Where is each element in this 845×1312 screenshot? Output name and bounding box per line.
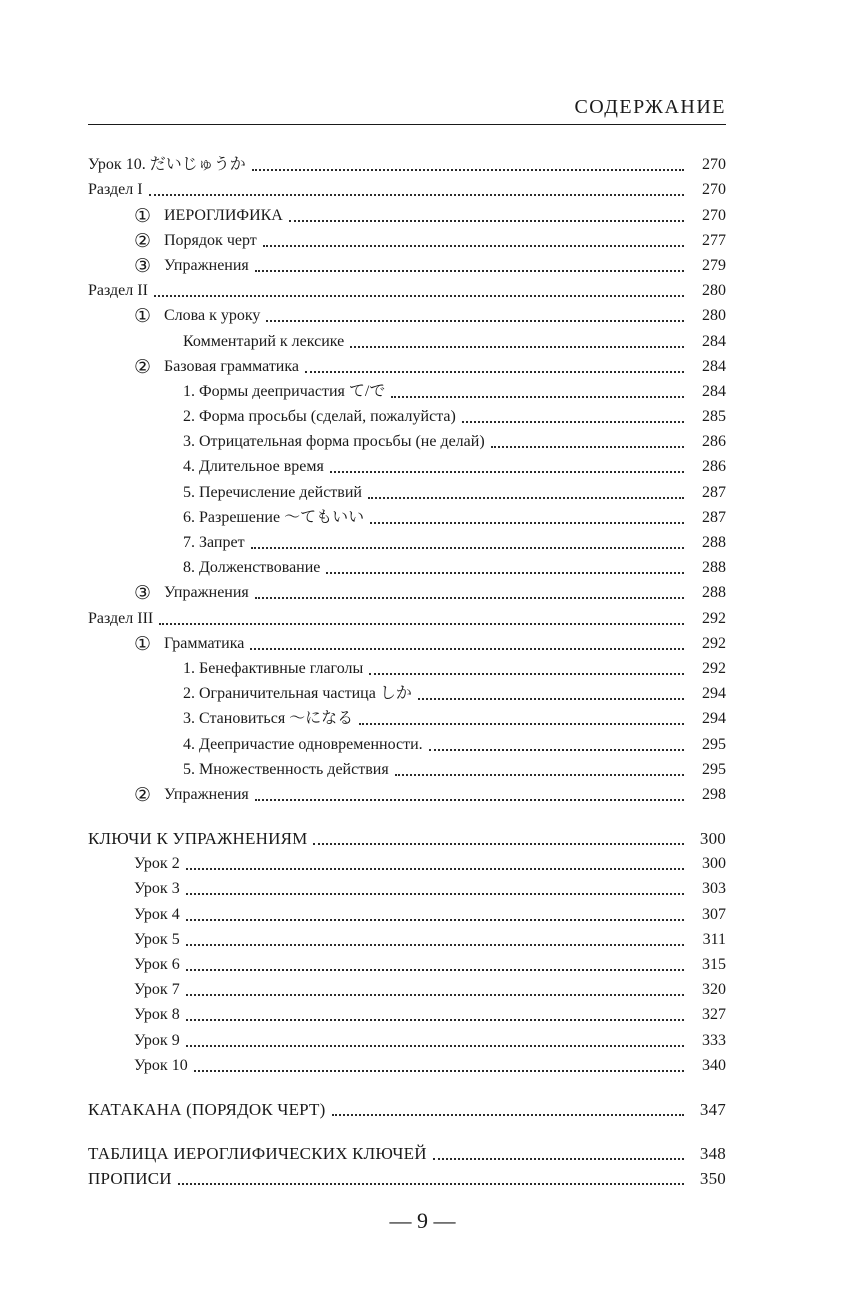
page-header-title: СОДЕРЖАНИЕ [574,96,726,118]
toc-entry [88,874,726,899]
toc-entry-page: 279 [702,256,726,274]
toc-entry-page: 292 [702,609,726,627]
toc-entry-page: 294 [702,710,726,728]
toc-entry-page: 292 [702,634,726,652]
dot-leader [305,371,684,373]
toc-entry-page: 270 [702,156,726,174]
toc-entry-page: 286 [702,458,726,476]
toc-entry [88,528,726,553]
toc-entry-label: 7. Запрет [183,534,245,551]
toc-entry-label: Урок 10. だいじゅうか [88,156,246,174]
toc-entry-marker: ① [134,305,152,327]
toc-entry [88,1025,726,1050]
toc-entry-page: 295 [702,760,726,778]
toc-entry [88,950,726,975]
toc-entry [88,755,726,780]
dot-leader [186,969,684,971]
dot-leader [332,1114,685,1116]
toc-entry-label: Комментарий к лексике [183,332,345,350]
toc-entry [88,1051,726,1076]
toc-entry-page: 298 [702,785,726,803]
toc-entry-label: Урок 6 [134,956,180,973]
dot-leader [433,1158,684,1160]
toc-entry-page: 280 [702,307,726,325]
toc-entry [88,427,726,452]
toc-entry [88,704,726,729]
toc-entry-page: 284 [702,332,726,350]
toc-entry-label: Раздел I [88,181,143,199]
toc-entry-page: 288 [702,559,726,577]
toc-entry [88,603,726,628]
toc-entry [88,503,726,528]
header-divider [88,124,726,125]
toc-entry-label: Урок 9 [134,1031,180,1049]
toc-entry [88,899,726,924]
dot-leader [418,698,684,700]
toc-entry-label: ПРОПИСИ [88,1169,172,1189]
toc-entry-label: Урок 8 [134,1006,180,1024]
toc-entry [88,477,726,502]
dot-leader [330,471,684,473]
dot-leader [154,295,684,297]
toc-entry-label: 8. Долженствование [183,559,321,577]
dot-leader [255,270,684,272]
toc-entry [88,729,726,754]
toc-entry [88,276,726,301]
toc-entry-page: 284 [702,382,726,400]
toc-entry-label: Упражнения [164,584,249,602]
dot-leader [359,723,684,725]
toc-entry [88,377,726,402]
dot-leader [289,220,684,222]
toc-entry-label: КЛЮЧИ К УПРАЖНЕНИЯМ [88,829,308,849]
toc-entry [88,200,726,225]
toc-entry [88,1164,726,1189]
toc-entry-page: 327 [702,1006,726,1024]
toc-entry-page: 294 [702,685,726,703]
toc-entry [88,402,726,427]
toc-entry-page: 307 [702,905,726,923]
toc-entry-label: 4. Деепричастие одновременности. [183,735,423,753]
toc-entry-label: Урок 2 [134,855,180,873]
toc-entry [88,301,726,326]
toc-entry [88,679,726,704]
dot-leader [186,919,684,921]
toc-entry [88,150,726,175]
dot-leader [255,597,684,599]
toc-entry-marker: ③ [134,582,152,604]
toc-entry-label: ИЕРОГЛИФИКА [164,206,283,224]
dot-leader [252,169,684,171]
dot-leader [369,673,684,675]
toc-entry-page: 347 [699,1099,726,1119]
toc-entry [88,352,726,377]
toc-entry-page: 340 [702,1056,726,1074]
toc-entry [88,824,726,849]
dot-leader [149,194,684,196]
toc-entry-marker: ① [134,632,152,654]
toc-entry-page: 287 [702,508,726,526]
toc-entry-page: 284 [702,357,726,375]
toc-entry-label: Упражнения [164,785,249,803]
toc-entry [88,326,726,351]
dot-leader [186,893,684,895]
toc-entry [88,780,726,805]
toc-entry [88,226,726,251]
toc-entry-label: ТАБЛИЦА ИЕРОГЛИФИЧЕСКИХ КЛЮЧЕЙ [88,1144,427,1164]
toc-entry-marker: ② [134,355,152,377]
dot-leader [255,799,684,801]
toc-entry-label: Урок 3 [134,880,180,898]
toc-entry-label: Грамматика [164,634,245,652]
toc-entry-label: 3. Становиться 〜になる [183,710,354,728]
dot-leader [186,1019,684,1021]
dot-leader [429,749,684,751]
toc-entry-label: Базовая грамматика [164,357,299,375]
toc-entry-page: 287 [702,483,726,501]
dot-leader [462,421,684,423]
toc-entry-page: 286 [702,433,726,451]
toc-entry-page: 315 [702,956,726,973]
toc-entry [88,553,726,578]
dot-leader [370,522,684,524]
toc-entry [88,849,726,874]
toc-entry-page: 280 [702,282,726,300]
dot-leader [491,446,684,448]
dot-leader [186,994,684,996]
table-of-contents [88,150,726,1189]
toc-entry [88,1139,726,1164]
toc-entry-label: 5. Множественность действия [183,760,389,778]
toc-entry-label: 3. Отрицательная форма просьбы (не делай) [183,433,485,451]
toc-entry-marker: ③ [134,254,152,276]
toc-entry [88,452,726,477]
dot-leader [313,843,684,845]
toc-entry-page: 300 [702,855,726,873]
toc-entry-page: 292 [702,659,726,677]
dot-leader [391,396,684,398]
toc-entry-label: Урок 10 [134,1056,188,1074]
dot-leader [395,774,684,776]
dot-leader [326,572,684,574]
toc-entry-label: 5. Перечисление действий [183,483,362,501]
dot-leader [186,944,684,946]
toc-entry-label: Урок 4 [134,905,180,923]
toc-entry [88,629,726,654]
toc-entry-label: 6. Разрешение 〜てもいい [183,508,365,526]
toc-entry-page: 288 [702,534,726,551]
toc-entry-page: 300 [699,829,726,849]
toc-entry-label: Слова к уроку [164,307,261,325]
toc-entry [88,654,726,679]
toc-entry-marker: ① [134,204,152,226]
toc-entry [88,925,726,950]
dot-leader [186,1045,684,1047]
toc-entry-page: 350 [699,1169,726,1189]
toc-entry [88,1000,726,1025]
dot-leader [251,547,684,549]
toc-entry-page: 333 [702,1031,726,1049]
dot-leader [194,1070,684,1072]
toc-entry-label: 2. Ограничительная частица しか [183,685,412,703]
toc-entry-page: 288 [702,584,726,602]
toc-entry-label: Раздел III [88,609,154,627]
toc-entry [88,578,726,603]
toc-entry-label: Порядок черт [164,231,257,249]
toc-entry-label: Урок 5 [134,930,180,948]
toc-entry-marker: ② [134,229,152,251]
page-number: — 9 — [389,1208,456,1233]
dot-leader [178,1183,684,1185]
dot-leader [159,623,684,625]
toc-entry-label: 1. Бенефактивные глаголы [183,659,364,677]
toc-entry-label: Раздел II [88,282,148,300]
dot-leader [368,497,684,499]
toc-entry-marker: ② [134,783,152,805]
toc-entry [88,1095,726,1120]
toc-entry-page: 270 [702,206,726,224]
toc-entry-page: 311 [702,930,726,948]
toc-entry-label: 2. Форма просьбы (сделай, пожалуйста) [183,408,456,426]
toc-entry-page: 320 [702,981,726,999]
dot-leader [186,868,684,870]
toc-entry-label: Упражнения [164,256,249,274]
dot-leader [263,245,684,247]
toc-entry [88,975,726,1000]
toc-entry-label: Урок 7 [134,981,180,999]
dot-leader [266,320,684,322]
toc-entry-page: 270 [702,181,726,199]
toc-entry [88,175,726,200]
toc-entry-page: 295 [702,735,726,753]
toc-entry-label: 1. Формы деепричастия て/で [183,382,386,400]
toc-entry-page: 277 [702,231,726,249]
dot-leader [350,346,684,348]
toc-entry-page: 348 [699,1144,726,1164]
dot-leader [250,648,684,650]
toc-entry-label: КАТАКАНА (ПОРЯДОК ЧЕРТ) [88,1099,326,1119]
toc-entry-label: 4. Длительное время [183,458,324,476]
toc-entry-page: 285 [702,408,726,426]
toc-entry-page: 303 [702,880,726,898]
toc-entry [88,251,726,276]
